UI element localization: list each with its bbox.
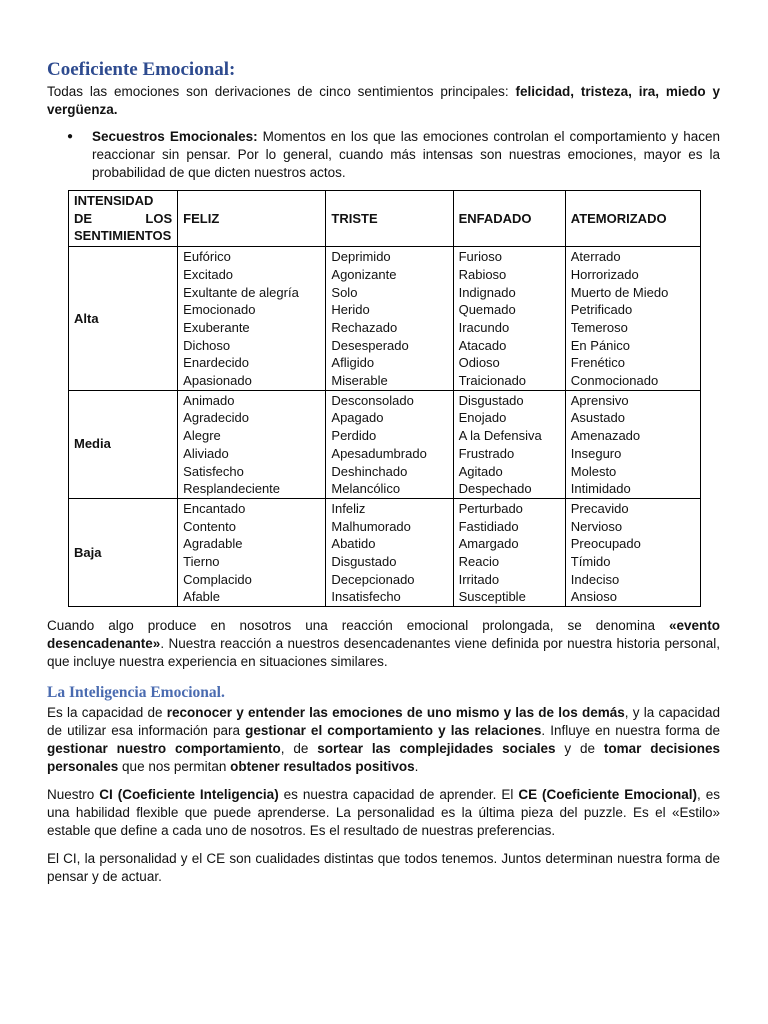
emotion-word: Abatido xyxy=(331,536,376,552)
bullet-item xyxy=(67,128,720,182)
ci-text-1: Nuestro xyxy=(47,787,100,803)
emotion-word: Atacado xyxy=(458,337,507,353)
emotion-word: Rabioso xyxy=(458,266,507,282)
ie-text-7: . xyxy=(414,759,419,775)
emotion-word: Apesadumbrado xyxy=(331,445,427,461)
cell-triste xyxy=(326,498,453,606)
ci-emphasis-2: CE (Coeficiente Emocional) xyxy=(518,787,698,803)
section-subtitle: La Inteligencia Emocional. xyxy=(47,684,225,702)
ci-text-3: , es una habilidad flexible que puede aprenderse. La personalidad es la última pieza del puzzle. Es el «Estilo» estable que define a cada uno de nosotros. Es el resultado de nuestras preferencias. xyxy=(47,787,721,839)
trigger-paragraph xyxy=(47,617,720,671)
emotion-word: Emocionado xyxy=(183,302,256,318)
intensity-level: Media xyxy=(69,390,178,498)
emotion-word: Apagado xyxy=(331,410,384,426)
emotion-word: Temeroso xyxy=(570,319,628,335)
column-header-triste: TRISTE xyxy=(326,191,453,247)
cell-enfadado xyxy=(453,498,565,606)
trigger-text-1: Cuando algo produce en nosotros una reacción emocional prolongada, se denomina xyxy=(47,618,669,634)
emotion-word: En Pánico xyxy=(570,337,631,353)
trigger-emphasis: «evento desencadenante» xyxy=(47,618,720,652)
emotion-word: Exultante de alegría xyxy=(183,284,299,300)
emotion-word: Amargado xyxy=(458,536,519,552)
emotion-word: Molesto xyxy=(570,463,617,479)
ie-emphasis-4: sortear las complejidades sociales xyxy=(317,741,556,757)
emotion-word: Contento xyxy=(183,518,236,534)
emotion-word: Intimidado xyxy=(570,481,631,497)
emotion-word: Amenazado xyxy=(570,428,641,444)
emotion-word: Dichoso xyxy=(183,337,231,353)
emotion-word: Desconsolado xyxy=(331,392,414,408)
column-header-feliz: FELIZ xyxy=(178,191,326,247)
final-paragraph: El CI, la personalidad y el CE son cualidades distintas que todos tenemos. Juntos determinan nuestra forma de pensar y de actuar. xyxy=(47,851,720,885)
ie-text-6: que nos permitan xyxy=(118,759,231,775)
emotion-word: Agradecido xyxy=(183,410,249,426)
emotion-word: Eufórico xyxy=(183,249,231,265)
emotion-word: Resplandeciente xyxy=(183,481,281,497)
emotion-word: Petrificado xyxy=(570,302,633,318)
emotion-word: Insatisfecho xyxy=(331,589,401,605)
emotion-word: Aterrado xyxy=(570,249,621,265)
emotion-word: Conmocionado xyxy=(570,373,659,389)
emotion-word: Horrorizado xyxy=(570,266,639,282)
ie-text-2: , y la capacidad de utilizar esa información para xyxy=(47,705,720,739)
table-row-baja xyxy=(69,498,701,606)
emotion-word: Ansioso xyxy=(570,589,618,605)
intro-emphasis: felicidad, tristeza, ira, miedo y vergüenza xyxy=(47,84,720,117)
emotion-word: Frenético xyxy=(570,355,625,371)
emotion-word: Miserable xyxy=(331,373,388,389)
emotion-word: Preocupado xyxy=(570,536,641,552)
ie-emphasis-1: reconocer y entender las emociones de uno mismo y las de los demás xyxy=(166,705,625,721)
emotion-word: Disgustado xyxy=(331,554,397,570)
emotion-word: Encantado xyxy=(183,500,246,516)
emotion-word: Afligido xyxy=(331,355,375,371)
table-row-alta xyxy=(69,247,701,391)
emotion-word: Perdido xyxy=(331,428,377,444)
emotion-word: Agonizante xyxy=(331,266,397,282)
emotion-word: Aliviado xyxy=(183,445,229,461)
ie-emphasis-3: gestionar nuestro comportamiento xyxy=(47,741,281,757)
emotion-word: Infeliz xyxy=(331,500,366,516)
emotion-word: Deprimido xyxy=(331,249,391,265)
emotion-word: Indeciso xyxy=(570,571,620,587)
emotion-word: Desesperado xyxy=(331,337,409,353)
ci-text-2: es nuestra capacidad de aprender. El xyxy=(278,787,519,803)
cell-enfadado xyxy=(453,390,565,498)
emotion-word: Rechazado xyxy=(331,319,398,335)
emotion-word: Apasionado xyxy=(183,373,252,389)
emotion-word: Perturbado xyxy=(458,500,523,516)
emotion-word: Deshinchado xyxy=(331,463,408,479)
trigger-text-2: . Nuestra reacción a nuestros desencadenantes viene definida por nuestra historia personal, que incluye nuestra experiencia en situaciones similares. xyxy=(47,636,720,670)
bullet-icon: ● xyxy=(67,131,74,142)
table-corner-header: INTENSIDAD DE LOS SENTIMIENTOS xyxy=(69,191,178,247)
emotion-word: Irritado xyxy=(458,571,500,587)
cell-atemorizado xyxy=(565,247,700,391)
emotion-word: Satisfecho xyxy=(183,463,244,479)
emotion-word: Enardecido xyxy=(183,355,249,371)
emotion-word: Exuberante xyxy=(183,319,250,335)
intro-text: Todas las emociones son derivaciones de cinco sentimientos principales: xyxy=(47,84,516,99)
ci-emphasis-1: CI (Coeficiente Inteligencia) xyxy=(99,787,279,803)
bullet-body: Momentos en los que las emociones controlan el comportamiento y hacen reaccionar sin pensar. Por lo general, cuando más intensas son nuestras emociones, mayor es la probabilidad de que dicten nuestros actos. xyxy=(92,129,720,180)
cell-atemorizado xyxy=(565,498,700,606)
table-header-row xyxy=(69,191,701,247)
page-title: Coeficiente Emocional: xyxy=(47,59,236,80)
emotion-word: Complacido xyxy=(183,571,252,587)
emotion-word: Iracundo xyxy=(458,319,510,335)
cell-triste xyxy=(326,247,453,391)
emotion-word: Quemado xyxy=(458,302,516,318)
emotion-word: Despechado xyxy=(458,481,532,497)
ie-emphasis-6: obtener resultados positivos xyxy=(230,759,415,775)
emotion-word: Enojado xyxy=(458,410,507,426)
emotion-word: Agitado xyxy=(458,463,503,479)
table-row-media xyxy=(69,390,701,498)
emotions-table xyxy=(68,190,701,607)
intro-period: . xyxy=(113,102,118,117)
emotion-word: Fastidiado xyxy=(458,518,519,534)
bullet-label: Secuestros Emocionales: xyxy=(92,129,258,144)
emotion-word: A la Defensiva xyxy=(458,428,542,444)
emotion-word: Precavido xyxy=(570,500,629,516)
emotion-word: Reacio xyxy=(458,554,500,570)
ie-paragraph xyxy=(47,704,720,776)
emotion-word: Nervioso xyxy=(570,518,623,534)
emotion-word: Disgustado xyxy=(458,392,524,408)
ie-text-5: y de xyxy=(555,741,604,757)
cell-feliz xyxy=(178,247,326,391)
cell-feliz xyxy=(178,390,326,498)
table-body xyxy=(69,247,701,607)
emotion-word: Aprensivo xyxy=(570,392,629,408)
ie-text-4: , de xyxy=(280,741,318,757)
ie-text-3: . Influye en nuestra forma de xyxy=(541,723,720,739)
emotion-word: Melancólico xyxy=(331,481,401,497)
emotion-word: Agradable xyxy=(183,536,243,552)
emotion-word: Animado xyxy=(183,392,235,408)
cell-triste xyxy=(326,390,453,498)
cell-feliz xyxy=(178,498,326,606)
intensity-level: Baja xyxy=(69,498,178,606)
ci-paragraph xyxy=(47,786,720,840)
column-header-atemorizado: ATEMORIZADO xyxy=(565,191,700,247)
emotion-word: Malhumorado xyxy=(331,518,411,534)
emotion-word: Furioso xyxy=(458,249,502,265)
emotion-word: Traicionado xyxy=(458,373,527,389)
emotion-word: Susceptible xyxy=(458,589,526,605)
intensity-level: Alta xyxy=(69,247,178,391)
emotion-word: Alegre xyxy=(183,428,221,444)
emotion-word: Excitado xyxy=(183,266,234,282)
column-header-enfadado: ENFADADO xyxy=(453,191,565,247)
emotion-word: Herido xyxy=(331,302,370,318)
cell-atemorizado xyxy=(565,390,700,498)
bullet-text xyxy=(92,128,720,182)
ie-text-1: Es la capacidad de xyxy=(47,705,167,721)
emotion-word: Odioso xyxy=(458,355,500,371)
emotion-word: Indignado xyxy=(458,284,516,300)
emotion-word: Solo xyxy=(331,284,358,300)
cell-enfadado xyxy=(453,247,565,391)
ie-emphasis-5: tomar decisiones personales xyxy=(47,741,720,775)
emotion-word: Tierno xyxy=(183,554,220,570)
ie-emphasis-2: gestionar el comportamiento y las relaciones xyxy=(245,723,542,739)
emotion-word: Asustado xyxy=(570,410,625,426)
emotion-word: Afable xyxy=(183,589,221,605)
emotion-word: Tímido xyxy=(570,554,611,570)
emotion-word: Frustrado xyxy=(458,445,515,461)
emotion-word: Inseguro xyxy=(570,445,622,461)
emotion-word: Muerto de Miedo xyxy=(570,284,669,300)
intro-paragraph xyxy=(47,83,720,119)
emotion-word: Decepcionado xyxy=(331,571,415,587)
